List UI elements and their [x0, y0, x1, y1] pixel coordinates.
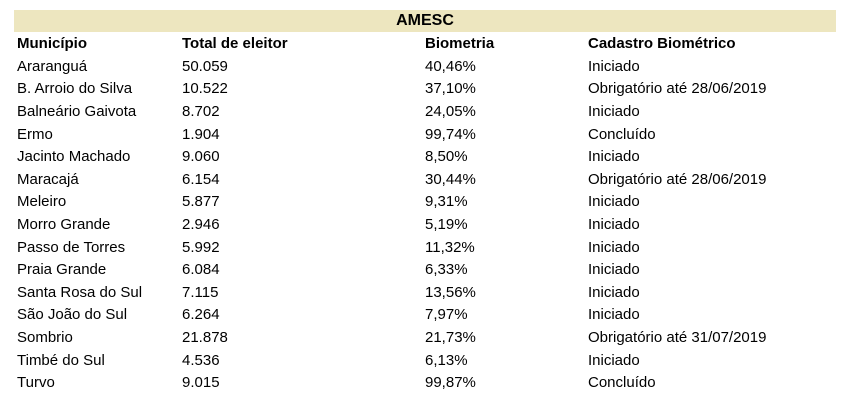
cell-municipio: B. Arroio do Silva [17, 80, 133, 98]
cell-municipio: Meleiro [17, 193, 67, 211]
cell-municipio: Praia Grande [17, 261, 107, 279]
cell-biometria: 21,73% [425, 328, 476, 346]
cell-biometria: 8,50% [425, 148, 468, 166]
cell-total-eleitor: 2.946 [182, 215, 220, 233]
cell-biometria: 24,05% [425, 102, 476, 120]
table-row [14, 326, 836, 349]
cell-biometria: 11,32% [425, 238, 475, 256]
table-row [14, 145, 836, 168]
cell-municipio: Morro Grande [17, 215, 111, 233]
cell-cadastro: Iniciado [588, 193, 640, 211]
cell-municipio: São João do Sul [17, 306, 128, 324]
cell-total-eleitor: 6.084 [182, 261, 220, 279]
cell-biometria: 99,74% [425, 125, 476, 143]
cell-biometria: 7,97% [425, 306, 468, 324]
cell-total-eleitor: 6.264 [182, 306, 220, 324]
cell-municipio: Passo de Torres [17, 238, 126, 256]
table-row [14, 168, 836, 191]
cell-biometria: 13,56% [425, 283, 476, 301]
cell-municipio: Timbé do Sul [17, 351, 105, 369]
cell-municipio: Santa Rosa do Sul [17, 283, 143, 301]
cell-biometria: 99,87% [425, 374, 476, 392]
cell-municipio: Balneário Gaivota [17, 102, 137, 120]
cell-cadastro: Iniciado [588, 238, 640, 256]
cell-cadastro: Obrigatório até 28/06/2019 [588, 80, 767, 98]
cell-municipio: Turvo [17, 374, 55, 392]
cell-municipio: Araranguá [17, 57, 88, 75]
table-row [14, 349, 836, 372]
cell-cadastro: Obrigatório até 31/07/2019 [588, 328, 767, 346]
cell-total-eleitor: 6.154 [182, 170, 220, 188]
cell-biometria: 30,44% [425, 170, 476, 188]
table-row [14, 258, 836, 281]
cell-cadastro: Obrigatório até 28/06/2019 [588, 170, 767, 188]
cell-total-eleitor: 7.115 [182, 283, 219, 301]
cell-cadastro: Iniciado [588, 306, 640, 324]
cell-municipio: Ermo [17, 125, 53, 143]
table-row [14, 213, 836, 236]
cell-total-eleitor: 9.015 [182, 374, 220, 392]
table-row [14, 281, 836, 304]
cell-total-eleitor: 8.702 [182, 102, 220, 120]
cell-cadastro: Iniciado [588, 283, 640, 301]
table-row [14, 78, 836, 101]
cell-cadastro: Concluído [588, 374, 656, 392]
cell-municipio: Jacinto Machado [17, 148, 131, 166]
cell-biometria: 37,10% [425, 80, 476, 98]
cell-biometria: 40,46% [425, 57, 476, 75]
cell-total-eleitor: 50.059 [182, 57, 228, 75]
cell-cadastro: Concluído [588, 125, 656, 143]
table-row [14, 100, 836, 123]
cell-cadastro: Iniciado [588, 148, 640, 166]
header-municipio: Município [17, 35, 87, 52]
table-row [14, 236, 836, 259]
table-row [14, 55, 836, 78]
table-row [14, 304, 836, 327]
cell-cadastro: Iniciado [588, 261, 640, 279]
cell-cadastro: Iniciado [588, 102, 640, 120]
cell-total-eleitor: 5.877 [182, 193, 220, 211]
table-row [14, 371, 836, 394]
table-row [14, 191, 836, 214]
cell-cadastro: Iniciado [588, 351, 640, 369]
cell-total-eleitor: 21.878 [182, 328, 228, 346]
cell-biometria: 9,31% [425, 193, 468, 211]
header-biometria: Biometria [425, 35, 495, 52]
cell-cadastro: Iniciado [588, 57, 640, 75]
cell-municipio: Maracajá [17, 170, 79, 188]
cell-total-eleitor: 4.536 [182, 351, 220, 369]
cell-total-eleitor: 1.904 [182, 125, 220, 143]
table-title: AMESC [14, 10, 836, 32]
cell-total-eleitor: 9.060 [182, 148, 220, 166]
cell-cadastro: Iniciado [588, 215, 640, 233]
cell-biometria: 6,33% [425, 261, 468, 279]
header-cadastro-biometrico: Cadastro Biométrico [588, 35, 736, 52]
header-total-eleitor: Total de eleitor [182, 35, 288, 52]
cell-biometria: 6,13% [425, 351, 468, 369]
amesc-table [14, 10, 836, 394]
cell-total-eleitor: 5.992 [182, 238, 220, 256]
cell-biometria: 5,19% [425, 215, 468, 233]
table-header-row [14, 32, 836, 55]
cell-municipio: Sombrio [17, 328, 73, 346]
cell-total-eleitor: 10.522 [182, 80, 228, 98]
table-row [14, 123, 836, 146]
